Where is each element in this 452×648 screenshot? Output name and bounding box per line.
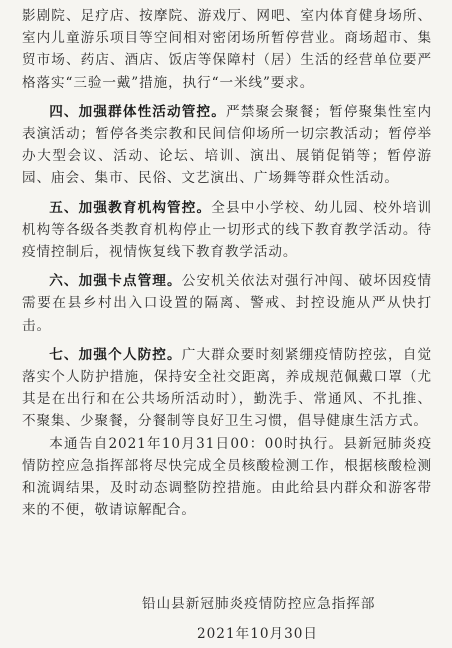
signature-date: 2021年10月30日 — [197, 626, 318, 642]
signature-organization: 铅山县新冠肺炎疫情防控应急指挥部 — [142, 596, 376, 612]
section-7-heading: 七、加强个人防控。 — [49, 346, 182, 363]
section-5-heading: 五、加强教育机构管控。 — [49, 199, 212, 216]
paragraph-effective-date: 本通告自2021年10月31日00：00时执行。县新冠肺炎疫情防控应急指挥部将尽快完成全员核酸检测工作，根据核酸检测和流调结果，及时动态调整防控措施。由此给县内群众和游客带来的不便，敬请谅解配合。 — [22, 435, 432, 519]
paragraph-gap — [22, 337, 432, 344]
paragraph-gap — [22, 263, 432, 270]
section-4-heading: 四、加强群体性活动管控。 — [49, 103, 226, 120]
section-7 — [22, 344, 432, 433]
paragraph-venues: 影剧院、足疗店、按摩院、游戏厅、网吧、室内体育健身场所、室内儿童游乐项目等空间相对密闭场所暂停营业。商场超市、集贸市场、药店、酒店、饭店等保障村（居）生活的经营单位要严格落实“三验一戴”措施，执行“一米线”要求。 — [22, 8, 432, 91]
section-5-body: 全县中小学校、幼儿园、校外培训机构等各级各类教育机构停止一切形式的线下教育教学活动。待疫情控制后，视情恢复线下教育教学活动。 — [22, 199, 432, 261]
section-4-body: 严禁聚会聚餐；暂停聚集性室内表演活动；暂停各类宗教和民间信仰场所一切宗教活动；暂停举办大型会议、活动、论坛、培训、演出、展销促销等；暂停游园、庙会、集市、民俗、文艺演出、广场舞等群众性活动。 — [22, 103, 432, 187]
section-7-body: 广大群众要时刻紧绷疫情防控弦，自觉落实个人防护措施，保持安全社交距离，养成规范佩戴口罩（尤其是在出行和在公共场所活动时），勤洗手、常通风、不扎推、不聚集、少聚餐，分餐制等良好卫生习惯，倡导健康生活方式。 — [22, 346, 432, 430]
section-6 — [22, 270, 432, 337]
section-4 — [22, 101, 432, 190]
paragraph-gap — [22, 94, 432, 101]
section-6-body: 公安机关依法对强行冲闯、破坏因疫情需要在县乡村出入口设置的隔离、警戒、封控设施从严从快打击。 — [22, 273, 432, 334]
paragraph-gap — [22, 190, 432, 197]
section-6-heading: 六、加强卡点管理。 — [49, 273, 182, 290]
section-5 — [22, 197, 432, 264]
